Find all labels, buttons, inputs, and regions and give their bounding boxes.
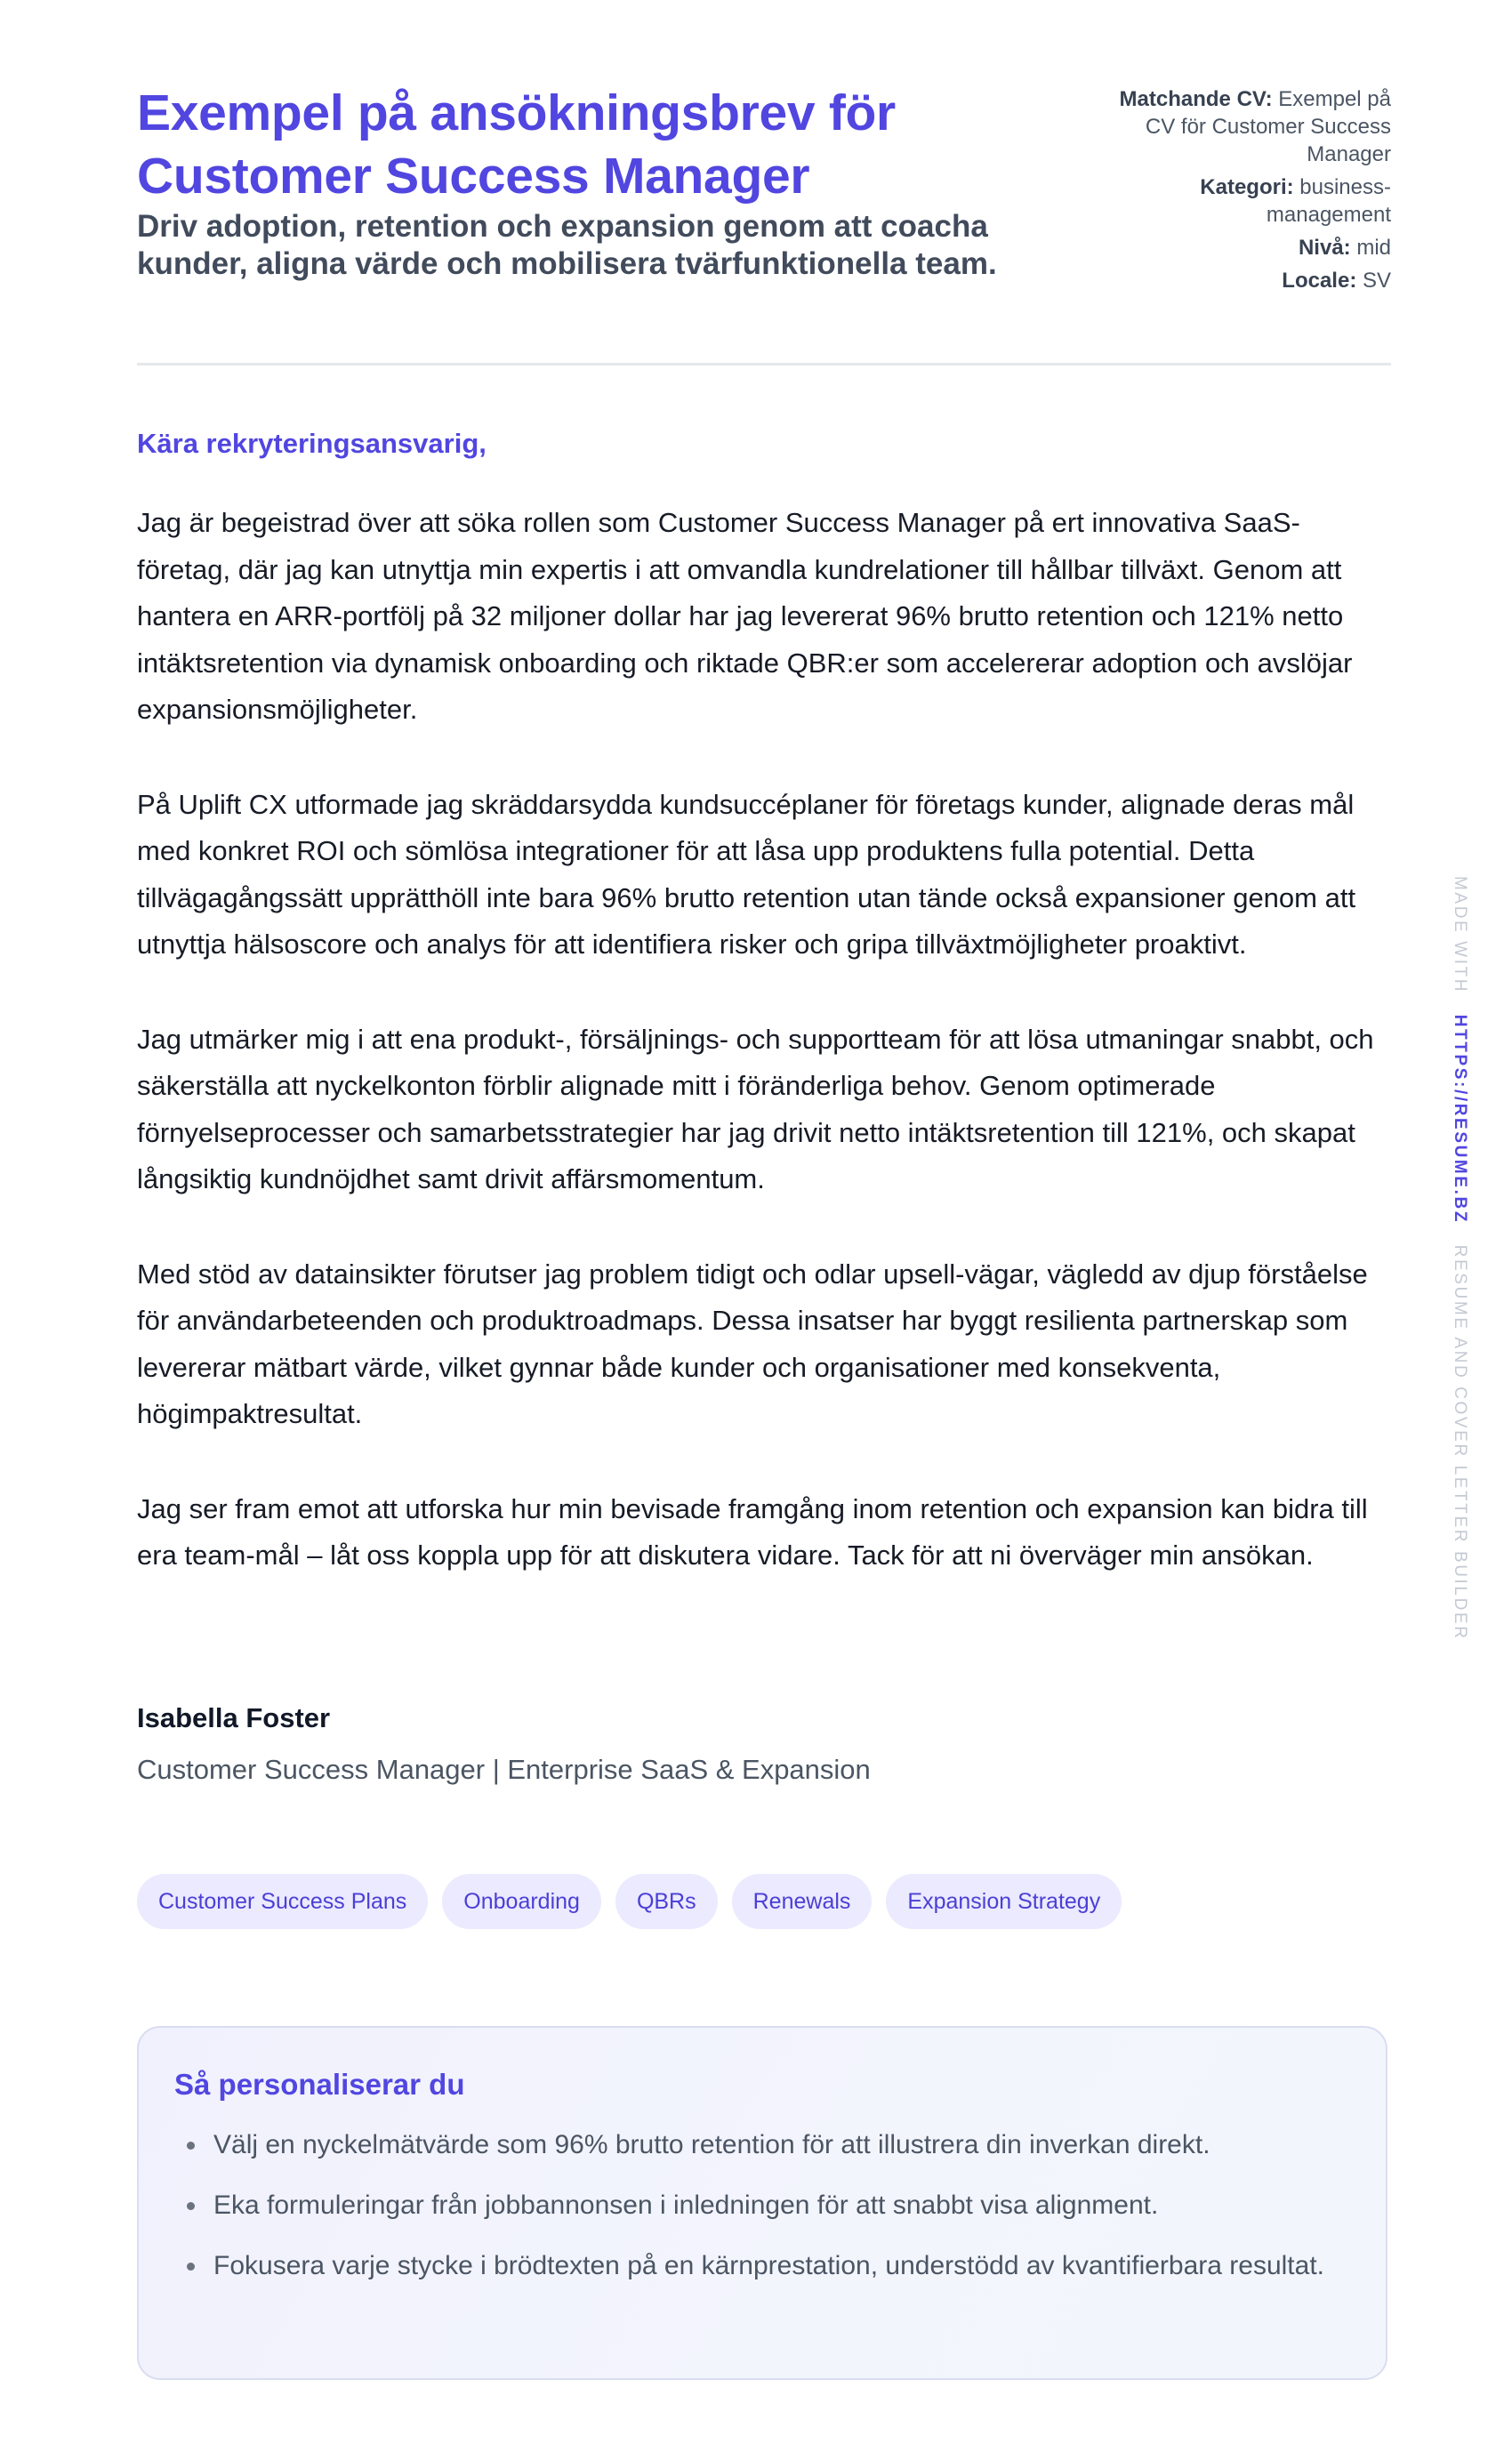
letter-paragraph: På Uplift CX utformade jag skräddarsydda kundsuccéplaner för företags kunder, alignade deras mål med konkret ROI och sömlösa integrationer för att låsa upp produktens fulla potential. Detta tillvägagångssätt upprätthöll inte bara 96% brutto retention utan tände också expansioner genom att utnyttja hälsoscore och analys för att identifiera risker och gripa tillväxtmöjligheter proaktivt. — [137, 788, 1356, 960]
tip-item: • Fokusera varje stycke i brödtexten på en kärnprestation, understödd av kvantifierbara resultat. — [208, 2243, 1350, 2289]
watermark-link[interactable]: HTTPS://RESUME.BZ — [1451, 1014, 1469, 1225]
watermark — [1446, 876, 1473, 1641]
signature — [137, 1700, 871, 1788]
meta-cv — [1098, 85, 1391, 168]
skill-tag: Onboarding — [442, 1874, 601, 1929]
meta-level-label: Nivå: — [1298, 236, 1351, 260]
skill-tag: Renewals — [732, 1874, 873, 1929]
meta-cv-label: Matchande CV: — [1119, 87, 1273, 111]
letter-paragraph: Med stöd av datainsikter förutser jag problem tidigt och odlar upsell-vägar, vägledd av djup förståelse för användarbeteenden och produktroadmaps. Dessa insatser har byggt resilienta partnerskap som levererar mätbart värde, vilket gynnar både kunder och organisationer med konsekventa, högimpaktresultat. — [137, 1258, 1368, 1429]
tips-title: Så personaliserar du — [174, 2068, 465, 2101]
signature-role: Customer Success Manager | Enterprise SaaS & Expansion — [137, 1754, 871, 1785]
meta-cv-value: Exempel på CV för Customer Success Manager — [1145, 87, 1391, 166]
tip-item: • Eka formuleringar från jobbannonsen i inledningen för att snabbt visa alignment. — [208, 2183, 1350, 2229]
personalization-tips-box — [137, 2026, 1387, 2380]
header — [137, 0, 1391, 363]
meta-category-label: Kategori: — [1200, 175, 1294, 199]
signature-name: Isabella Foster — [137, 1702, 331, 1733]
skill-tag: Expansion Strategy — [886, 1874, 1122, 1929]
meta-locale-value: SV — [1362, 269, 1391, 293]
letter-body — [137, 500, 1391, 1628]
meta-category-value: business-management — [1266, 175, 1391, 227]
tips-list — [174, 2122, 1350, 2289]
meta-level-value: mid — [1356, 236, 1391, 260]
letter-paragraph: Jag ser fram emot att utforska hur min bevisade framgång inom retention och expansion kan bidra till era team-mål – låt oss koppla upp för att diskutera vidare. Tack för att ni överväger min ansökan. — [137, 1492, 1368, 1571]
meta-locale-label: Locale: — [1282, 269, 1357, 293]
page-subtitle: Driv adoption, retention och expansion genom att coacha kunder, aligna värde och mobilisera tvärfunktionella team. — [137, 209, 997, 281]
skill-tag: QBRs — [615, 1874, 718, 1929]
watermark-text — [1449, 876, 1470, 1641]
tip-item: • Välj en nyckelmätvärde som 96% brutto retention för att illustrera din inverkan direkt. — [208, 2122, 1350, 2168]
watermark-suffix: RESUME AND COVER LETTER BUILDER — [1451, 1244, 1469, 1641]
watermark-prefix: MADE WITH — [1451, 876, 1469, 994]
meta-category — [1098, 173, 1391, 229]
meta-panel — [1098, 85, 1391, 300]
letter-paragraph: Jag är begeistrad över att söka rollen som Customer Success Manager på ert innovativa SaaS-företag, där jag kan utnyttja min expertis i att omvandla kundrelationer till hållbar tillväxt. Genom att hantera en ARR-portfölj på 32 miljoner dollar har jag levererat 96% brutto retention och 121% netto intäktsretention via dynamisk onboarding och riktade QBR:er som accelererar adoption och avslöjar expansionsmöjligheter. — [137, 507, 1353, 725]
letter-paragraph: Jag utmärker mig i att ena produkt-, försäljnings- och supportteam för att lösa utmaningar snabbt, och säkerställa att nyckelkonton förblir alignade mitt i föränderliga behov. Genom optimerade förnyelseprocesser och samarbetsstrategier har jag drivit netto intäktsretention till 121%, och skapat långsiktig kundnöjdhet samt drivit affärsmomentum. — [137, 1023, 1374, 1194]
skill-tag: Customer Success Plans — [137, 1874, 428, 1929]
skill-tags — [137, 1874, 1122, 1929]
header-divider — [137, 363, 1391, 366]
salutation: Kära rekryteringsansvarig, — [137, 428, 487, 459]
page-title: Exempel på ansökningsbrev för Customer Success Manager — [137, 84, 896, 205]
meta-locale — [1098, 267, 1391, 294]
meta-level — [1098, 234, 1391, 261]
cover-letter-page — [137, 0, 1391, 2280]
